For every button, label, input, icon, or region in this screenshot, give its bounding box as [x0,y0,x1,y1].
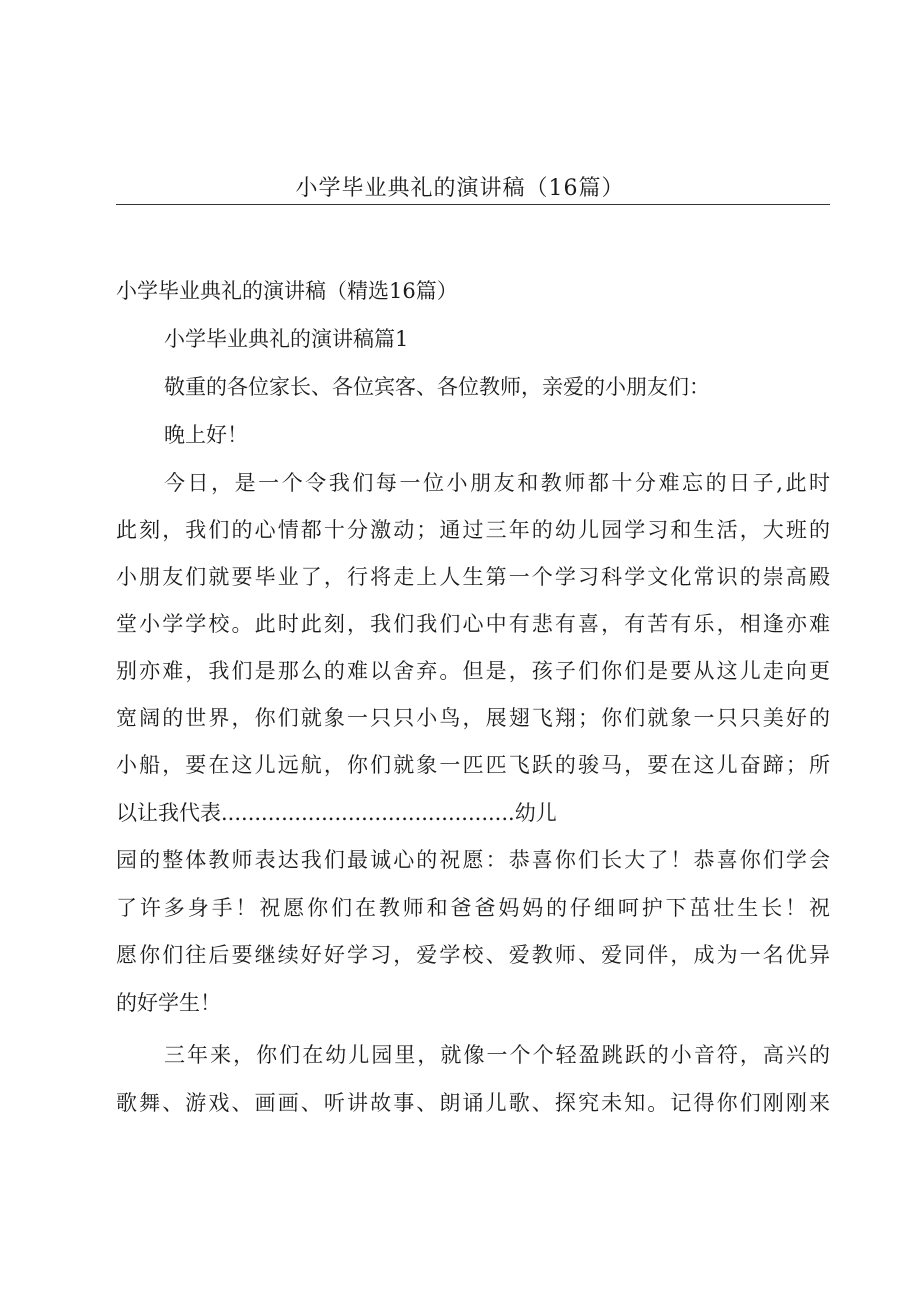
subtitle: 小学毕业典礼的演讲稿（精选16篇） [116,279,458,303]
paragraph-line: 歌舞、游戏、画画、听讲故事、朗诵儿歌、探究未知。记得你们刚刚来 [116,1091,830,1115]
paragraph-line: 今日，是一个令我们每一位小朋友和教师都十分难忘的日子,此时 [164,471,830,495]
paragraph-line: 小船，要在这儿远航，你们就象一匹匹飞跃的骏马，要在这儿奋蹄；所 [116,753,830,777]
paragraph-line: 愿你们往后要继续好好学习，爱学校、爱教师、爱同伴，成为一名优异 [116,943,830,967]
paragraph-line: 此刻，我们的心情都十分激动；通过三年的幼儿园学习和生活，大班的 [116,518,830,542]
greeting-line: 晚上好！ [164,423,248,447]
title-underline [116,204,830,205]
paragraph-line: 三年来，你们在幼儿园里，就像一个个轻盈跳跃的小音符，高兴的 [164,1043,830,1067]
document-title: 小学毕业典礼的演讲稿（16篇） [295,176,625,201]
section-heading: 小学毕业典礼的演讲稿篇1 [164,327,409,351]
paragraph-line: 堂小学学校。此时此刻，我们我们心中有悲有喜，有苦有乐，相逢亦难 [116,612,830,636]
paragraph-line: 宽阔的世界，你们就象一只只小鸟，展翅飞翔；你们就象一只只美好的 [116,706,830,730]
paragraph-line: 别亦难，我们是那么的难以舍弃。但是，孩子们你们是要从这儿走向更 [116,659,830,683]
paragraph-line: 以让我代表............................................幼儿 [116,801,557,825]
salutation-line: 敬重的各位家长、各位宾客、各位教师，亲爱的小朋友们： [164,375,710,399]
paragraph-line: 的好学生！ [116,991,221,1015]
paragraph-line: 园的整体教师表达我们最诚心的祝愿：恭喜你们长大了！恭喜你们学会 [116,848,830,872]
paragraph-line: 小朋友们就要毕业了，行将走上人生第一个学习科学文化常识的崇高殿 [116,565,830,589]
paragraph-line: 了许多身手！祝愿你们在教师和爸爸妈妈的仔细呵护下茁壮生长！祝 [116,896,830,920]
